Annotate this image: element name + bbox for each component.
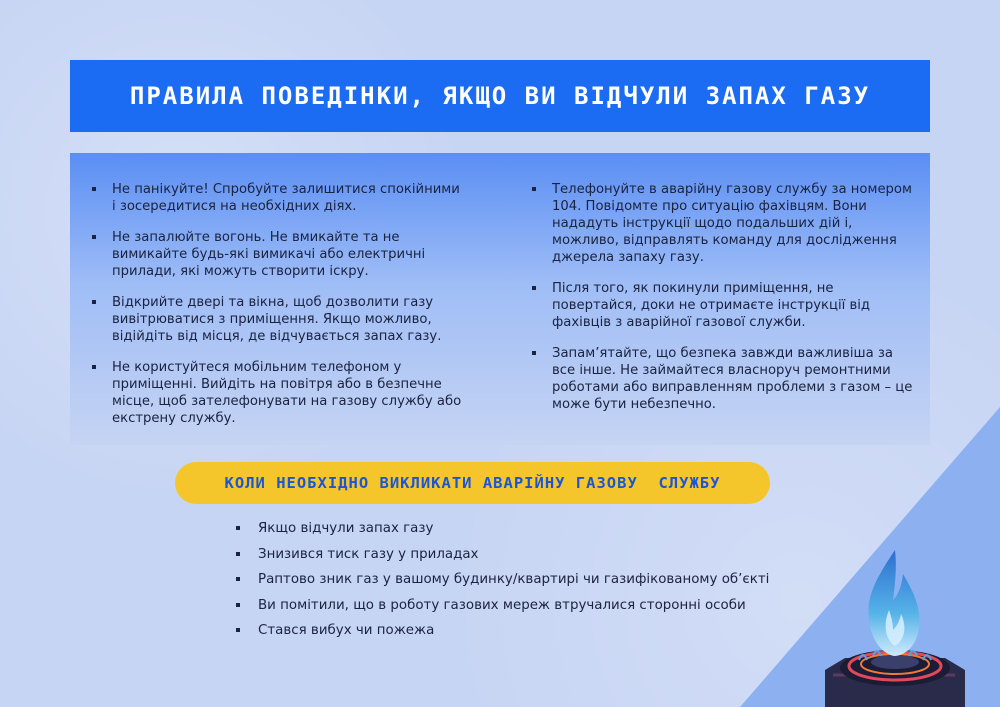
list-item: Раптово зник газ у вашому будинку/квартирі чи газифікованому об’єкті: [236, 571, 836, 597]
rules-list-left: [92, 181, 462, 441]
rule-item: Не користуйтеся мобільним телефоном у приміщенні. Вийдіть на повітря або в безпечне місце, щоб зателефонувати на газову службу або екстрену службу.: [92, 359, 462, 427]
rule-item: Не запалюйте вогонь. Не вмикайте та не вимикайте будь-які вимикачі або електричні прилади, які можуть створити іскру.: [92, 229, 462, 280]
gas-stove-flame-icon: [815, 540, 975, 707]
list-item: Знизився тиск газу у приладах: [236, 546, 836, 572]
list-item: Стався вибух чи пожежа: [236, 622, 836, 648]
list-item: Ви помітили, що в роботу газових мереж втручалися сторонні особи: [236, 597, 836, 623]
when-to-call-heading: КОЛИ НЕОБХІДНО ВИКЛИКАТИ АВАРІЙНУ ГАЗОВУ СЛУЖБУ: [224, 474, 721, 492]
list-item: Якщо відчули запах газу: [236, 520, 836, 546]
rule-item: Після того, як покинули приміщення, не повертайся, доки не отримаєте інструкції від фахівців з аварійної газової служби.: [532, 280, 917, 331]
rule-item: Запам’ятайте, що безпека завжди важливіша за все інше. Не займайтеся власноруч ремонтними роботами або виправленням проблеми з газом – це може бути небезпечно.: [532, 345, 917, 413]
rule-item: Телефонуйте в аварійну газову службу за номером 104. Повідомте про ситуацію фахівцям. Вони нададуть інструкції щодо подальших дій і, можливо, відправлять команду для дослідження джерела запаху газу.: [532, 181, 917, 266]
rules-list-right: [532, 181, 917, 427]
title-banner: [70, 60, 930, 132]
when-to-call-list: [236, 520, 836, 648]
rules-panel: [70, 153, 930, 445]
page-title: ПРАВИЛА ПОВЕДІНКИ, ЯКЩО ВИ ВІДЧУЛИ ЗАПАХ ГАЗУ: [129, 82, 871, 110]
rule-item: Відкрийте двері та вікна, щоб дозволити газу вивітрюватися з приміщення. Якщо можливо, відійдіть від місця, де відчувається запах газу.: [92, 294, 462, 345]
when-to-call-heading-pill: [175, 462, 770, 504]
rule-item: Не панікуйте! Спробуйте залишитися спокійними і зосередитися на необхідних діях.: [92, 181, 462, 215]
